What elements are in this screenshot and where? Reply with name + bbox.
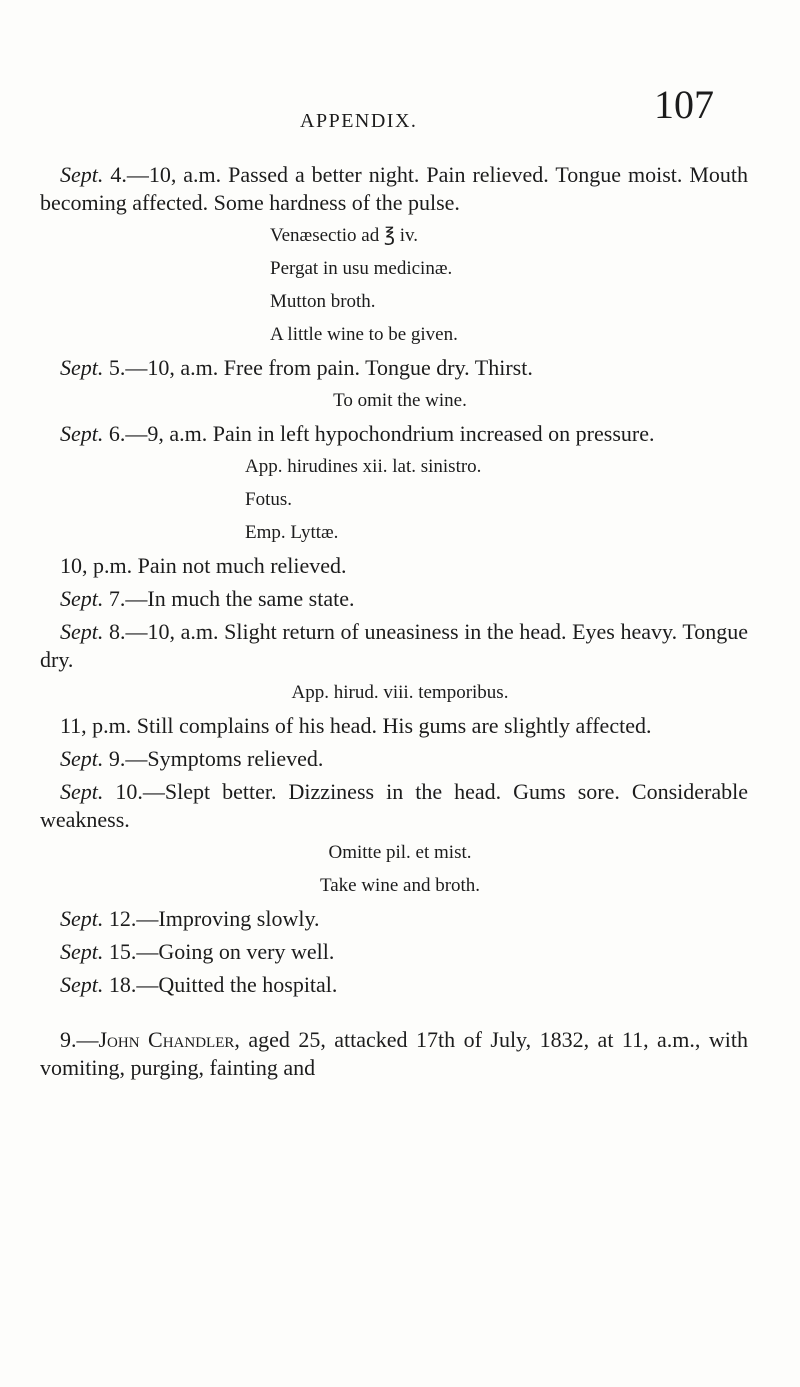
entry-sept-5 <box>0 354 800 382</box>
entry-sept-18 <box>0 971 800 999</box>
entry-text: 18.—Quitted the hospital. <box>103 972 338 997</box>
entry-text: 4.—10, a.m. Passed a better night. Pain relieved. Tongue moist. Mouth becoming affected. Some hardness of the pulse. <box>40 162 748 215</box>
prescription-line: Venæsectio ad ℥ iv. <box>270 225 418 246</box>
patient-name: John Chandler, <box>98 1027 240 1052</box>
entry-sept-12 <box>0 905 800 933</box>
entry-sept-4 <box>0 161 800 217</box>
entry-note: 11, p.m. Still complains of his head. His gums are slightly affected. <box>60 713 652 738</box>
page-body <box>0 161 800 1087</box>
entry-date: Sept. <box>60 746 104 771</box>
prescription-line: Emp. Lyttæ. <box>245 522 339 543</box>
page-header <box>0 82 800 132</box>
running-head: APPENDIX. <box>300 110 418 132</box>
prescription-line: A little wine to be given. <box>270 324 458 345</box>
prescription-line: Pergat in usu medicinæ. <box>270 258 453 279</box>
entry-date: Sept. <box>60 906 104 931</box>
entry-sept-9 <box>0 745 800 773</box>
entry-sept-7 <box>0 585 800 613</box>
entry-sept-6 <box>0 420 800 448</box>
entry-text: 6.—9, a.m. Pain in left hypochondrium increased on pressure. <box>103 421 655 446</box>
entry-date: Sept. <box>60 421 104 446</box>
entry-date: Sept. <box>60 939 104 964</box>
prescription-line: Take wine and broth. <box>319 875 481 896</box>
case-number: 9.— <box>60 1027 99 1052</box>
section-gap <box>0 1004 800 1026</box>
entry-text: aged 25, attacked 17th of July, 1832, at 11, a.m., with vomiting, purging, fainting and <box>40 1027 748 1080</box>
case-9-intro <box>0 1026 800 1082</box>
entry-text: 10.—Slept better. Dizziness in the head. Gums sore. Considerable weakness. <box>40 779 748 832</box>
prescription-line: App. hirud. viii. temporibus. <box>291 682 509 703</box>
entry-text: 12.—Improving slowly. <box>103 906 320 931</box>
prescription-line: Omitte pil. et mist. <box>328 842 472 863</box>
entry-sept-10 <box>0 778 800 834</box>
entry-date: Sept. <box>60 619 104 644</box>
entry-text: 5.—10, a.m. Free from pain. Tongue dry. Thirst. <box>103 355 533 380</box>
entry-sept-15 <box>0 938 800 966</box>
entry-date: Sept. <box>60 972 104 997</box>
entry-note: 10, p.m. Pain not much relieved. <box>60 553 347 578</box>
entry-text: 8.—10, a.m. Slight return of uneasiness in the head. Eyes heavy. Tongue dry. <box>40 619 748 672</box>
entry-text: 15.—Going on very well. <box>103 939 335 964</box>
prescription-line: Fotus. <box>245 489 292 510</box>
prescription-line: Mutton broth. <box>270 291 376 312</box>
prescription-line: To omit the wine. <box>333 390 467 411</box>
entry-date: Sept. <box>60 162 104 187</box>
entry-text: 9.—Symptoms relieved. <box>103 746 324 771</box>
entry-sept-8 <box>0 618 800 674</box>
entry-text: 7.—In much the same state. <box>103 586 355 611</box>
entry-date: Sept. <box>60 779 104 804</box>
entry-date: Sept. <box>60 586 104 611</box>
page-number: 107 <box>654 82 714 127</box>
entry-date: Sept. <box>60 355 104 380</box>
prescription-line: App. hirudines xii. lat. sinistro. <box>245 456 482 477</box>
